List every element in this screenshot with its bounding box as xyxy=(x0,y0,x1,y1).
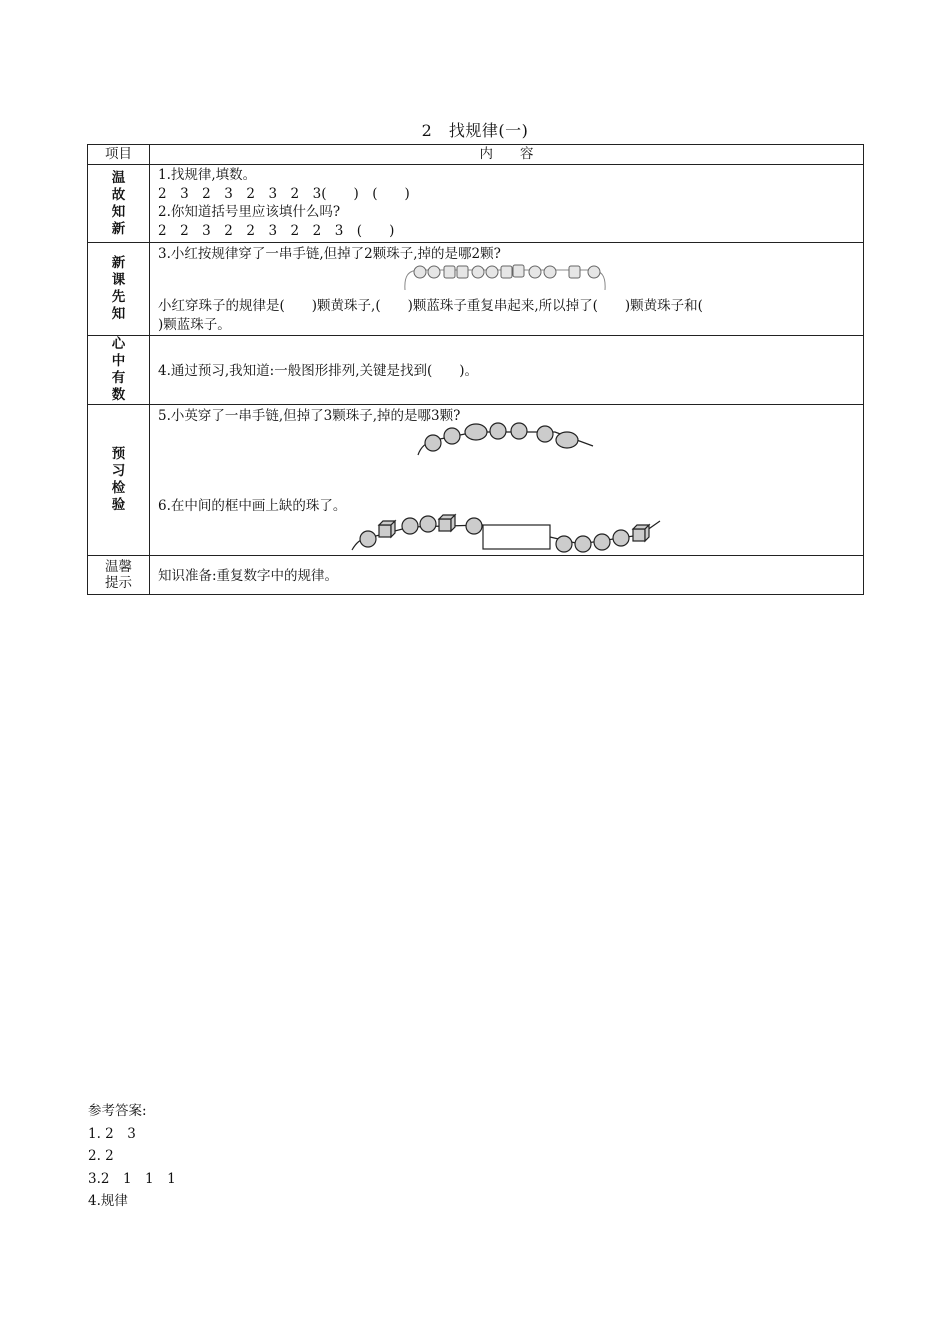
round-bead xyxy=(466,518,482,534)
drum-bead xyxy=(569,266,580,278)
answer-item: 1. 2 3 xyxy=(88,1125,136,1142)
label-char: 新 xyxy=(111,255,126,271)
round-bead xyxy=(402,518,418,534)
number-sequence-1: 2 3 2 3 2 3 2 3( ) ( ) xyxy=(158,185,410,202)
header-item: 项目 xyxy=(88,145,150,165)
bracelet-q6-beads xyxy=(360,515,649,552)
drum-bead xyxy=(444,266,455,278)
question-6: 6.在中间的框中画上缺的珠了。 xyxy=(158,498,347,514)
question-3: 3.小红按规律穿了一串手链,但掉了2颗珠子,掉的是哪2颗? xyxy=(158,246,501,262)
oval-bead xyxy=(556,432,578,448)
question-5: 5.小英穿了一串手链,但掉了3颗珠子,掉的是哪3颗? xyxy=(158,408,461,424)
round-bead xyxy=(511,423,527,439)
question-2: 2.你知道括号里应该填什么吗? xyxy=(158,204,341,220)
label-char: 数 xyxy=(111,387,126,403)
round-bead xyxy=(425,435,441,451)
label-char: 检 xyxy=(111,480,126,496)
label-char: 新 xyxy=(111,220,126,237)
round-bead xyxy=(444,428,460,444)
row-content-tip xyxy=(150,556,864,595)
table-row xyxy=(88,165,864,243)
question-1: 1.找规律,填数。 xyxy=(158,167,257,183)
row-label-summary xyxy=(88,336,150,405)
bracelet-q6-illustration xyxy=(350,513,665,553)
answer-item: 3.2 1 1 1 xyxy=(88,1170,176,1187)
round-bead xyxy=(420,516,436,532)
row-label-review xyxy=(88,165,150,243)
round-bead xyxy=(360,531,376,547)
round-bead xyxy=(490,423,506,439)
question-3-pattern-cont: )颗蓝珠子。 xyxy=(158,317,231,333)
header-content: 内 容 xyxy=(150,145,864,165)
label-char: 温 xyxy=(111,169,126,186)
label-char: 有 xyxy=(111,370,126,386)
cube-bead xyxy=(379,521,395,537)
label-char: 预 xyxy=(111,446,126,462)
table-row xyxy=(88,556,864,595)
label-char: 知 xyxy=(111,203,126,220)
drum-bead xyxy=(513,265,524,277)
drum-bead xyxy=(501,266,512,278)
label-char: 心 xyxy=(111,336,126,352)
bracelet-q3-illustration xyxy=(400,262,610,294)
label-char: 温馨 xyxy=(105,559,132,575)
label-char: 故 xyxy=(111,186,126,203)
blank-answer-box[interactable] xyxy=(483,525,550,549)
question-4: 4.通过预习,我知道:一般图形排列,关键是找到( )。 xyxy=(158,362,479,379)
label-char: 中 xyxy=(111,353,126,369)
round-bead xyxy=(472,266,484,278)
row-label-preview xyxy=(88,243,150,336)
knowledge-tip: 知识准备:重复数字中的规律。 xyxy=(158,567,339,584)
bracelet-q5-illustration xyxy=(415,420,600,456)
label-char: 课 xyxy=(111,272,126,288)
round-bead xyxy=(428,266,440,278)
label-char: 习 xyxy=(111,463,126,479)
answers-heading: 参考答案: xyxy=(88,1103,147,1119)
label-char: 知 xyxy=(111,306,126,322)
round-bead xyxy=(575,536,591,552)
round-bead xyxy=(613,530,629,546)
cube-bead xyxy=(633,525,649,541)
round-bead xyxy=(594,534,610,550)
number-sequence-2: 2 2 3 2 2 3 2 2 3 ( ) xyxy=(158,222,395,239)
question-3-pattern: 小红穿珠子的规律是( )颗黄珠子,( )颗蓝珠子重复串起来,所以掉了( )颗黄珠子和( xyxy=(158,298,703,314)
bracelet-q5-beads xyxy=(425,423,578,451)
oval-bead xyxy=(465,424,487,440)
table-row xyxy=(88,336,864,405)
round-bead xyxy=(544,266,556,278)
round-bead xyxy=(556,536,572,552)
answer-item: 4.规律 xyxy=(88,1193,128,1209)
row-content-summary xyxy=(150,336,864,405)
bracelet-q3-beads xyxy=(414,265,600,278)
round-bead xyxy=(588,266,600,278)
worksheet-title: 2 找规律(一) xyxy=(421,121,529,140)
round-bead xyxy=(486,266,498,278)
drum-bead xyxy=(457,266,468,278)
reference-answers xyxy=(88,1100,176,1213)
round-bead xyxy=(537,426,553,442)
cube-bead xyxy=(439,515,455,531)
label-char: 验 xyxy=(111,497,126,513)
row-content-review xyxy=(150,165,864,243)
round-bead xyxy=(414,266,426,278)
table-header-row xyxy=(88,145,864,165)
row-label-tip xyxy=(88,556,150,595)
label-char: 提示 xyxy=(105,575,132,591)
answer-item: 2. 2 xyxy=(88,1148,114,1164)
label-char: 先 xyxy=(111,289,126,305)
round-bead xyxy=(529,266,541,278)
row-label-check xyxy=(88,405,150,556)
